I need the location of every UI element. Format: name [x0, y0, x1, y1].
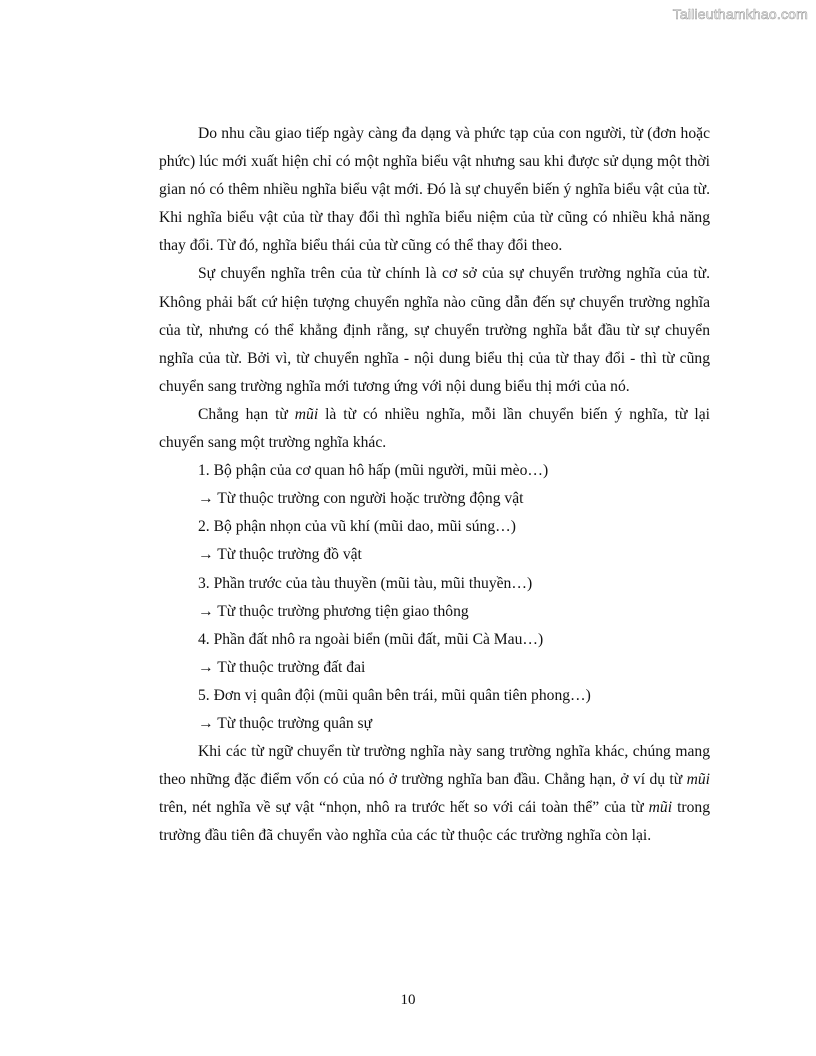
term-mui: mũi — [648, 799, 673, 817]
list-item: → Từ thuộc trường phương tiện giao thông — [198, 602, 469, 620]
list-item: 3. Phần trước của tàu thuyền (mũi tàu, mũi thuyền…) — [198, 574, 533, 592]
list-item: 5. Đơn vị quân đội (mũi quân bên trái, mũi quân tiên phong…) — [198, 686, 591, 704]
paragraph-4-part-b: trên, nét nghĩa về sự vật “nhọn, nhô ra trước hết so với cái toàn thể” của từ — [159, 799, 649, 817]
paragraph-4-part-c: trong trường đầu tiên đã chuyển vào nghĩa của các từ thuộc các trường nghĩa còn lại. — [159, 799, 710, 845]
page-number: 10 — [400, 992, 416, 1008]
term-mui: mũi — [686, 771, 710, 789]
paragraph-2: Sự chuyển nghĩa trên của từ chính là cơ sở của sự chuyển trường nghĩa của từ. Không phải bất cứ hiện tượng chuyển nghĩa nào cũng dẫn đến sự chuyển trường nghĩa của từ, nhưng có thể khẳng định rằng, sự chuyển trường nghĩa bắt đầu từ sự chuyển nghĩa của từ. Bởi vì, từ chuyển nghĩa - nội dung biểu thị của từ thay đổi - thì từ cũng chuyển sang trường nghĩa mới tương ứng với nội dung biểu thị mới của nó. — [159, 265, 710, 395]
watermark: Tailieuthamkhao.com — [672, 6, 808, 22]
list-item: 4. Phần đất nhô ra ngoài biển (mũi đất, mũi Cà Mau…) — [198, 630, 544, 648]
paragraph-3-lead: Chẳng hạn từ — [198, 405, 295, 423]
meaning-list — [159, 457, 710, 738]
list-item: 2. Bộ phận nhọn của vũ khí (mũi dao, mũi súng…) — [198, 518, 516, 536]
paragraph-3-rest: là từ có nhiều nghĩa, mỗi lần chuyển biến ý nghĩa, từ lại chuyển sang một trường nghĩa khác. — [159, 405, 710, 452]
paragraph-1: Do nhu cầu giao tiếp ngày càng đa dạng và phức tạp của con người, từ (đơn hoặc phức) lúc mới xuất hiện chỉ có một nghĩa biểu vật nhưng sau khi được sử dụng một thời gian nó có thêm nhiều nghĩa biểu vật mới. Đó là sự chuyển biến ý nghĩa biểu vật của từ. Khi nghĩa biểu vật của từ thay đổi thì nghĩa biểu niệm của từ cũng có nhiều khả năng thay đổi. Từ đó, nghĩa biểu thái của từ cũng có thể thay đổi theo. — [159, 125, 710, 255]
list-item: → Từ thuộc trường con người hoặc trường động vật — [198, 490, 524, 508]
list-item: 1. Bộ phận của cơ quan hô hấp (mũi người, mũi mèo…) — [198, 462, 549, 480]
list-item: → Từ thuộc trường đất đai — [198, 658, 366, 676]
document-body — [159, 120, 710, 850]
list-item: → Từ thuộc trường đồ vật — [198, 546, 362, 564]
list-item: → Từ thuộc trường quân sự — [198, 714, 373, 732]
paragraph-4-part-a: Khi các từ ngữ chuyển từ trường nghĩa này sang trường nghĩa khác, chúng mang theo những đặc điểm vốn có của nó ở trường nghĩa ban đầu. Chẳng hạn, ở ví dụ từ — [159, 743, 710, 789]
term-mui: mũi — [294, 405, 319, 423]
paragraph-3 — [159, 401, 710, 457]
paragraph-4 — [159, 738, 710, 850]
